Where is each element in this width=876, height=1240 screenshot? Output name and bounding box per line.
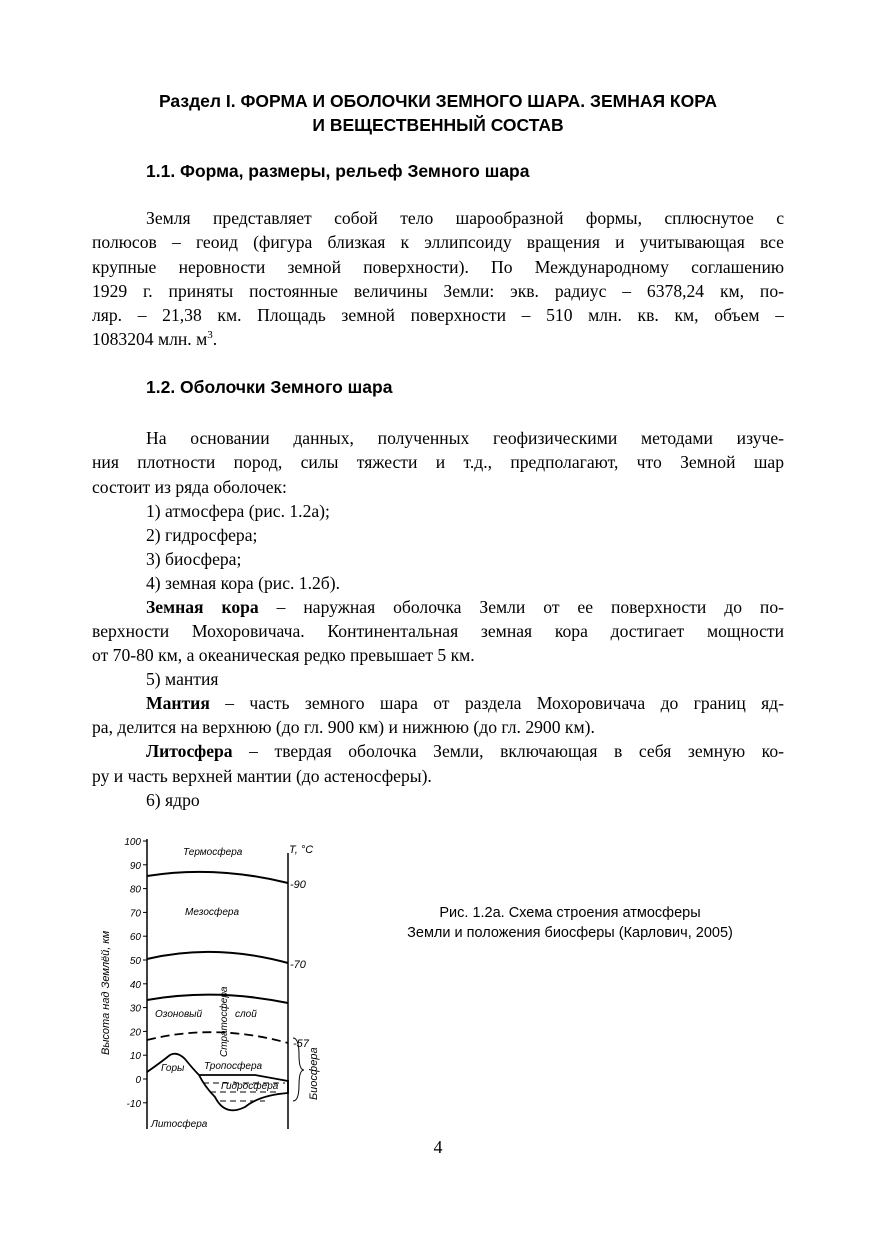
y-tick-label: 40 <box>129 979 141 991</box>
term: Земная кора <box>146 596 259 617</box>
list-item: 5) мантия <box>146 669 219 690</box>
text: 1083204 млн. м <box>92 329 208 350</box>
y-tick-label: 100 <box>124 837 141 848</box>
text-line: крупные неровности земной поверхности). По Международному соглашению <box>92 256 784 277</box>
text-line: Земля представляет собой тело шарообразной формы, сплюснутое с <box>146 208 784 228</box>
text-line: ра, делится на верхнюю (до гл. 900 км) и нижнюю (до гл. 2900 км). <box>92 717 595 738</box>
y-axis-label: Высота над Землёй, км <box>100 930 112 1055</box>
text-line: На основании данных, полученных геофизическими методами изуче- <box>146 428 784 448</box>
paragraph-shells <box>92 426 784 812</box>
layer-label: Горы <box>161 1063 185 1074</box>
temp-label: -70 <box>290 959 306 971</box>
paragraph-shape <box>92 206 784 352</box>
y-tick-label: 20 <box>129 1027 141 1039</box>
text: . <box>212 329 218 350</box>
heading-1-2: 1.2. Оболочки Земного шара <box>146 377 393 397</box>
y-tick-label: 70 <box>129 908 141 920</box>
list-item: 2) гидросфера; <box>146 524 258 545</box>
y-axis <box>124 837 147 1110</box>
page-number: 4 <box>433 1137 443 1157</box>
layer-label: Мезосфера <box>185 907 240 918</box>
text-line: верхности Мохоровичача. Континентальная земная кора достигает мощности <box>92 620 784 641</box>
list-item: 4) земная кора (рис. 1.2б). <box>146 572 340 593</box>
y-tick-label: -10 <box>126 1098 141 1110</box>
text-line: ния плотности пород, силы тяжести и т.д., предполагают, что Земной шар <box>92 452 784 473</box>
caption-line: Земли и положения биосферы (Карлович, 2005) <box>407 925 733 941</box>
tropopause-line <box>147 1032 288 1043</box>
term: Литосфера <box>146 741 233 762</box>
layer-label: Стратосфера <box>219 986 230 1057</box>
figure-caption <box>360 903 780 943</box>
section-title <box>0 89 876 137</box>
text-line: ру и часть верхней мантии (до астеносферы). <box>92 765 432 786</box>
temp-label: -57 <box>293 1038 309 1050</box>
list-item: 1) атмосфера (рис. 1.2а); <box>146 500 330 521</box>
mesopause-line <box>147 872 288 883</box>
stratopause-line <box>147 952 288 963</box>
temperature-label: T, °C <box>289 844 314 856</box>
heading-1-1: 1.1. Форма, размеры, рельеф Земного шара <box>146 161 530 181</box>
layer-label: Термосфера <box>183 847 243 858</box>
caption-line: Рис. 1.2а. Схема строения атмосферы <box>439 905 701 921</box>
y-tick-label: 0 <box>135 1075 141 1086</box>
y-tick-label: 60 <box>129 932 141 944</box>
y-tick-label: 90 <box>129 860 141 872</box>
layer-label: Гидросфера <box>221 1081 279 1092</box>
y-tick-label: 30 <box>129 1003 141 1015</box>
text: – твердая оболочка Земли, включающая в себя земную ко- <box>232 741 784 762</box>
temp-label: -90 <box>290 879 306 891</box>
text-line <box>92 691 784 715</box>
layer-label: Литосфера <box>151 1119 208 1130</box>
superscript: 3 <box>207 329 213 342</box>
text-line: полюсов – геоид (фигура близкая к эллипсоиду вращения и учитывающая все <box>92 232 784 253</box>
atmosphere-diagram <box>95 825 355 1135</box>
y-tick-label: 50 <box>129 956 141 967</box>
text-line: состоит из ряда оболочек: <box>92 476 287 497</box>
text-line <box>92 739 784 763</box>
title-line: Раздел I. ФОРМА И ОБОЛОЧКИ ЗЕМНОГО ШАРА. ЗЕМНАЯ КОРА <box>158 91 718 111</box>
y-tick-label: 10 <box>129 1051 141 1063</box>
layer-label: Тропосфера <box>204 1061 263 1072</box>
layer-label: Озоновый <box>155 1009 203 1020</box>
y-tick-label: 80 <box>129 884 141 896</box>
text-line: от 70-80 км, а океаническая редко превышает 5 км. <box>92 645 475 666</box>
text-line <box>92 595 784 619</box>
text: – наружная оболочка Земли от ее поверхности до по- <box>258 596 784 617</box>
text-line: 1929 г. приняты постоянные величины Земли: экв. радиус – 6378,24 км, по- <box>92 280 784 301</box>
title-line: И ВЕЩЕСТВЕННЫЙ СОСТАВ <box>312 115 564 135</box>
text-line <box>92 327 784 351</box>
text-line: ляр. – 21,38 км. Площадь земной поверхности – 510 млн. кв. км, объем – <box>92 305 784 326</box>
text: – часть земного шара от раздела Мохоровичача до границ яд- <box>209 693 784 714</box>
list-item: 3) биосфера; <box>146 548 242 569</box>
layer-label: Биосфера <box>308 1047 320 1100</box>
ozone-line <box>147 995 288 1003</box>
layer-label: слой <box>235 1009 257 1020</box>
term: Мантия <box>146 693 210 714</box>
list-item: 6) ядро <box>146 789 200 810</box>
